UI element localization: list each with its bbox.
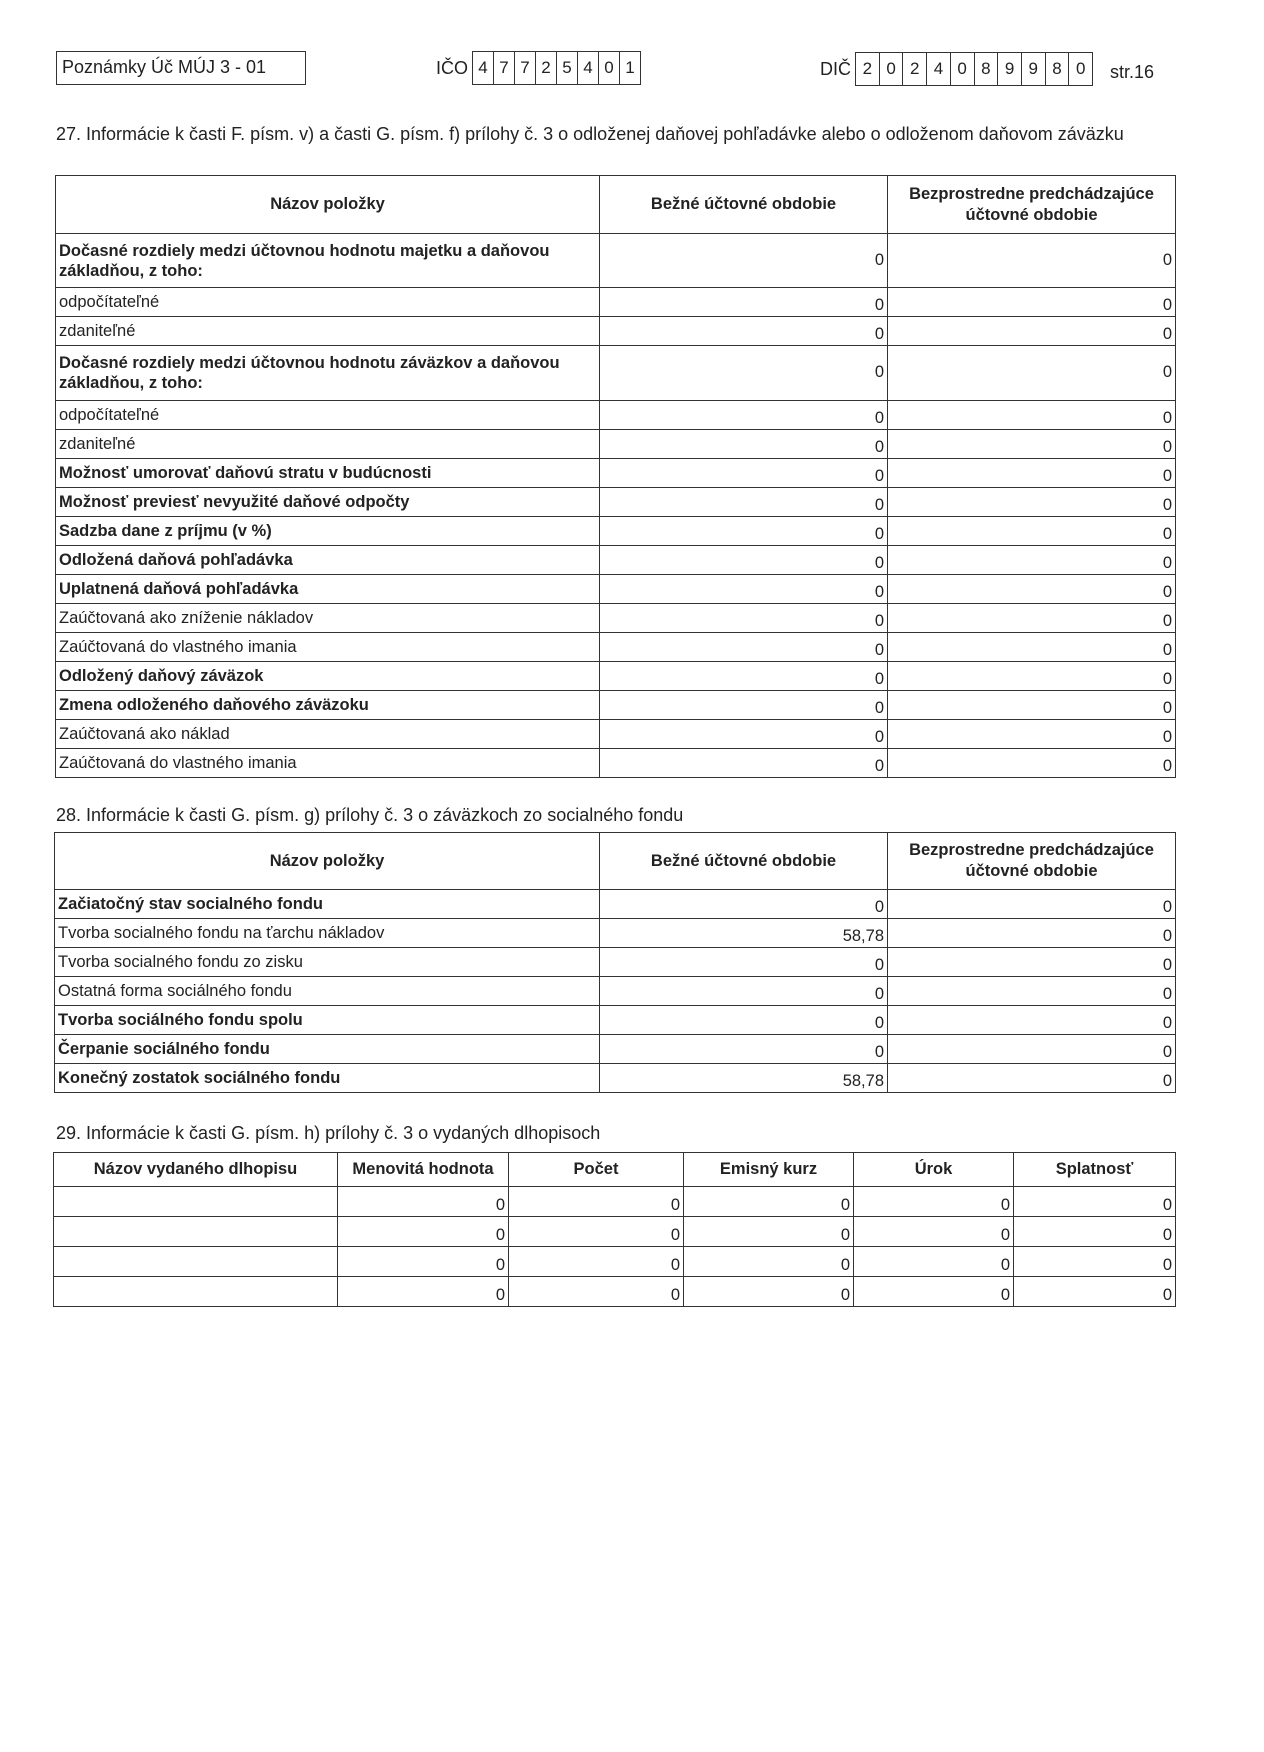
col-header: Bezprostredne predchádzajúce účtovné obdobie xyxy=(888,176,1176,234)
maturity-value: 0 xyxy=(1014,1277,1176,1307)
interest-value: 0 xyxy=(854,1247,1014,1277)
page-number: str.16 xyxy=(1110,62,1155,82)
table-row xyxy=(55,1006,1176,1035)
dic-digits xyxy=(855,52,1093,86)
nominal-value: 0 xyxy=(338,1247,509,1277)
table-row xyxy=(56,575,1176,604)
col-header: Názov vydaného dlhopisu xyxy=(54,1153,338,1187)
maturity-value: 0 xyxy=(1014,1247,1176,1277)
previous-value: 0 xyxy=(888,1064,1176,1093)
col-header: Bežné účtovné obdobie xyxy=(600,833,888,890)
current-value: 0 xyxy=(600,546,888,575)
digit: 2 xyxy=(903,53,927,85)
row-label: Zaúčtovaná ako náklad xyxy=(56,720,600,749)
previous-value: 0 xyxy=(888,488,1176,517)
table-row xyxy=(56,401,1176,430)
row-label: Dočasné rozdiely medzi účtovnou hodnotu záväzkov a daňovou základňou, z toho: xyxy=(56,346,600,401)
previous-value: 0 xyxy=(888,430,1176,459)
row-label: Tvorba socialného fondu zo zisku xyxy=(55,948,600,977)
dic-field xyxy=(820,52,1093,86)
digit: 4 xyxy=(578,52,599,84)
issue-rate-value: 0 xyxy=(684,1277,854,1307)
count-value: 0 xyxy=(509,1277,684,1307)
row-label: Uplatnená daňová pohľadávka xyxy=(56,575,600,604)
current-value: 0 xyxy=(600,488,888,517)
table-row xyxy=(56,720,1176,749)
previous-value: 0 xyxy=(888,720,1176,749)
row-label: odpočítateľné xyxy=(56,401,600,430)
current-value: 0 xyxy=(600,317,888,346)
current-value: 58,78 xyxy=(600,1064,888,1093)
table-row xyxy=(56,517,1176,546)
current-value: 0 xyxy=(600,720,888,749)
nominal-value: 0 xyxy=(338,1187,509,1217)
row-label: Zaúčtovaná do vlastného imania xyxy=(56,749,600,778)
previous-value: 0 xyxy=(888,401,1176,430)
table-row xyxy=(56,346,1176,401)
current-value: 0 xyxy=(600,633,888,662)
section-27-title: 27. Informácie k časti F. písm. v) a časti G. písm. f) prílohy č. 3 o odloženej daňovej pohľadávke alebo o odloženom daňovom záväzku xyxy=(56,124,1124,144)
current-value: 0 xyxy=(600,1006,888,1035)
col-header: Názov položky xyxy=(55,833,600,890)
table-row xyxy=(54,1247,1176,1277)
bonds-table xyxy=(53,1152,1176,1307)
section-28-title: 28. Informácie k časti G. písm. g) prílohy č. 3 o záväzkoch zo socialného fondu xyxy=(56,805,684,825)
row-label: Tvorba socialného fondu na ťarchu nákladov xyxy=(55,919,600,948)
row-label: Odložená daňová pohľadávka xyxy=(56,546,600,575)
digit: 0 xyxy=(880,53,904,85)
ico-digits xyxy=(472,51,641,85)
bond-name xyxy=(54,1217,338,1247)
social-fund-table xyxy=(54,832,1176,1093)
row-label: Tvorba sociálného fondu spolu xyxy=(55,1006,600,1035)
table-row xyxy=(56,691,1176,720)
table-row xyxy=(56,662,1176,691)
issue-rate-value: 0 xyxy=(684,1217,854,1247)
previous-value: 0 xyxy=(888,517,1176,546)
bond-name xyxy=(54,1277,338,1307)
previous-value: 0 xyxy=(888,604,1176,633)
dic-label: DIČ xyxy=(820,58,851,79)
col-header: Bežné účtovné obdobie xyxy=(600,176,888,234)
row-label: zdaniteľné xyxy=(56,430,600,459)
row-label: Odložený daňový záväzok xyxy=(56,662,600,691)
digit: 4 xyxy=(927,53,951,85)
current-value: 0 xyxy=(600,517,888,546)
digit: 0 xyxy=(951,53,975,85)
previous-value: 0 xyxy=(888,288,1176,317)
col-header: Emisný kurz xyxy=(684,1153,854,1187)
row-label: Zaúčtovaná ako zníženie nákladov xyxy=(56,604,600,633)
previous-value: 0 xyxy=(888,749,1176,778)
digit: 9 xyxy=(1022,53,1046,85)
table-row xyxy=(56,430,1176,459)
interest-value: 0 xyxy=(854,1187,1014,1217)
digit: 2 xyxy=(536,52,557,84)
current-value: 0 xyxy=(600,430,888,459)
table-row xyxy=(56,459,1176,488)
row-label: Možnosť umorovať daňovú stratu v budúcnosti xyxy=(56,459,600,488)
table-row xyxy=(56,749,1176,778)
previous-value: 0 xyxy=(888,346,1176,401)
current-value: 0 xyxy=(600,575,888,604)
previous-value: 0 xyxy=(888,546,1176,575)
digit: 7 xyxy=(494,52,515,84)
previous-value: 0 xyxy=(888,662,1176,691)
col-header: Úrok xyxy=(854,1153,1014,1187)
table-row xyxy=(56,317,1176,346)
previous-value: 0 xyxy=(888,890,1176,919)
previous-value: 0 xyxy=(888,575,1176,604)
table-row xyxy=(54,1187,1176,1217)
current-value: 0 xyxy=(600,234,888,288)
issue-rate-value: 0 xyxy=(684,1247,854,1277)
table-row xyxy=(56,546,1176,575)
table-row xyxy=(55,1035,1176,1064)
col-header: Počet xyxy=(509,1153,684,1187)
current-value: 0 xyxy=(600,890,888,919)
interest-value: 0 xyxy=(854,1217,1014,1247)
form-label: Poznámky Úč MÚJ 3 - 01 xyxy=(56,51,306,85)
deferred-tax-table xyxy=(55,175,1176,778)
current-value: 0 xyxy=(600,948,888,977)
maturity-value: 0 xyxy=(1014,1217,1176,1247)
ico-label: IČO xyxy=(436,57,469,78)
table-row xyxy=(55,890,1176,919)
current-value: 0 xyxy=(600,749,888,778)
digit: 8 xyxy=(1046,53,1070,85)
table-row xyxy=(54,1277,1176,1307)
previous-value: 0 xyxy=(888,459,1176,488)
digit: 0 xyxy=(1075,59,1086,78)
table-row xyxy=(55,919,1176,948)
table-row xyxy=(56,604,1176,633)
digit: 4 xyxy=(473,52,494,84)
row-label: Zaúčtovaná do vlastného imania xyxy=(56,633,600,662)
nominal-value: 0 xyxy=(338,1277,509,1307)
interest-value: 0 xyxy=(854,1277,1014,1307)
current-value: 0 xyxy=(600,346,888,401)
count-value: 0 xyxy=(509,1247,684,1277)
current-value: 58,78 xyxy=(600,919,888,948)
col-header: Menovitá hodnota xyxy=(338,1153,509,1187)
row-label: Konečný zostatok sociálného fondu xyxy=(55,1064,600,1093)
row-label: Začiatočný stav socialného fondu xyxy=(55,890,600,919)
col-header: Bezprostredne predchádzajúce účtovné obdobie xyxy=(888,833,1176,890)
previous-value: 0 xyxy=(888,691,1176,720)
row-label: Sadzba dane z príjmu (v %) xyxy=(56,517,600,546)
count-value: 0 xyxy=(509,1217,684,1247)
row-label: Zmena odloženého daňového záväzoku xyxy=(56,691,600,720)
digit: 1 xyxy=(625,58,635,77)
current-value: 0 xyxy=(600,459,888,488)
issue-rate-value: 0 xyxy=(684,1187,854,1217)
count-value: 0 xyxy=(509,1187,684,1217)
previous-value: 0 xyxy=(888,234,1176,288)
current-value: 0 xyxy=(600,288,888,317)
table-row xyxy=(56,234,1176,288)
current-value: 0 xyxy=(600,604,888,633)
bond-name xyxy=(54,1187,338,1217)
row-label: Možnosť previesť nevyužité daňové odpočty xyxy=(56,488,600,517)
previous-value: 0 xyxy=(888,317,1176,346)
table-row xyxy=(55,1064,1176,1093)
previous-value: 0 xyxy=(888,1035,1176,1064)
digit: 8 xyxy=(975,53,999,85)
table-row xyxy=(56,633,1176,662)
row-label: odpočítateľné xyxy=(56,288,600,317)
digit: 2 xyxy=(856,53,880,85)
current-value: 0 xyxy=(600,691,888,720)
digit: 9 xyxy=(998,53,1022,85)
current-value: 0 xyxy=(600,977,888,1006)
digit: 7 xyxy=(515,52,536,84)
table-row xyxy=(55,977,1176,1006)
table-row xyxy=(54,1217,1176,1247)
digit: 5 xyxy=(557,52,578,84)
ico-field xyxy=(436,51,641,85)
row-label: Čerpanie sociálného fondu xyxy=(55,1035,600,1064)
current-value: 0 xyxy=(600,401,888,430)
previous-value: 0 xyxy=(888,633,1176,662)
nominal-value: 0 xyxy=(338,1217,509,1247)
bond-name xyxy=(54,1247,338,1277)
maturity-value: 0 xyxy=(1014,1187,1176,1217)
row-label: Ostatná forma sociálného fondu xyxy=(55,977,600,1006)
previous-value: 0 xyxy=(888,948,1176,977)
digit: 0 xyxy=(599,52,620,84)
row-label: Dočasné rozdiely medzi účtovnou hodnotu majetku a daňovou základňou, z toho: xyxy=(56,234,600,288)
current-value: 0 xyxy=(600,1035,888,1064)
table-row xyxy=(56,288,1176,317)
current-value: 0 xyxy=(600,662,888,691)
previous-value: 0 xyxy=(888,1006,1176,1035)
row-label: zdaniteľné xyxy=(56,317,600,346)
previous-value: 0 xyxy=(888,919,1176,948)
col-header: Názov položky xyxy=(56,176,600,234)
table-row xyxy=(56,488,1176,517)
section-29-title: 29. Informácie k časti G. písm. h) prílohy č. 3 o vydaných dlhopisoch xyxy=(56,1123,601,1143)
col-header: Splatnosť xyxy=(1014,1153,1176,1187)
previous-value: 0 xyxy=(888,977,1176,1006)
table-row xyxy=(55,948,1176,977)
